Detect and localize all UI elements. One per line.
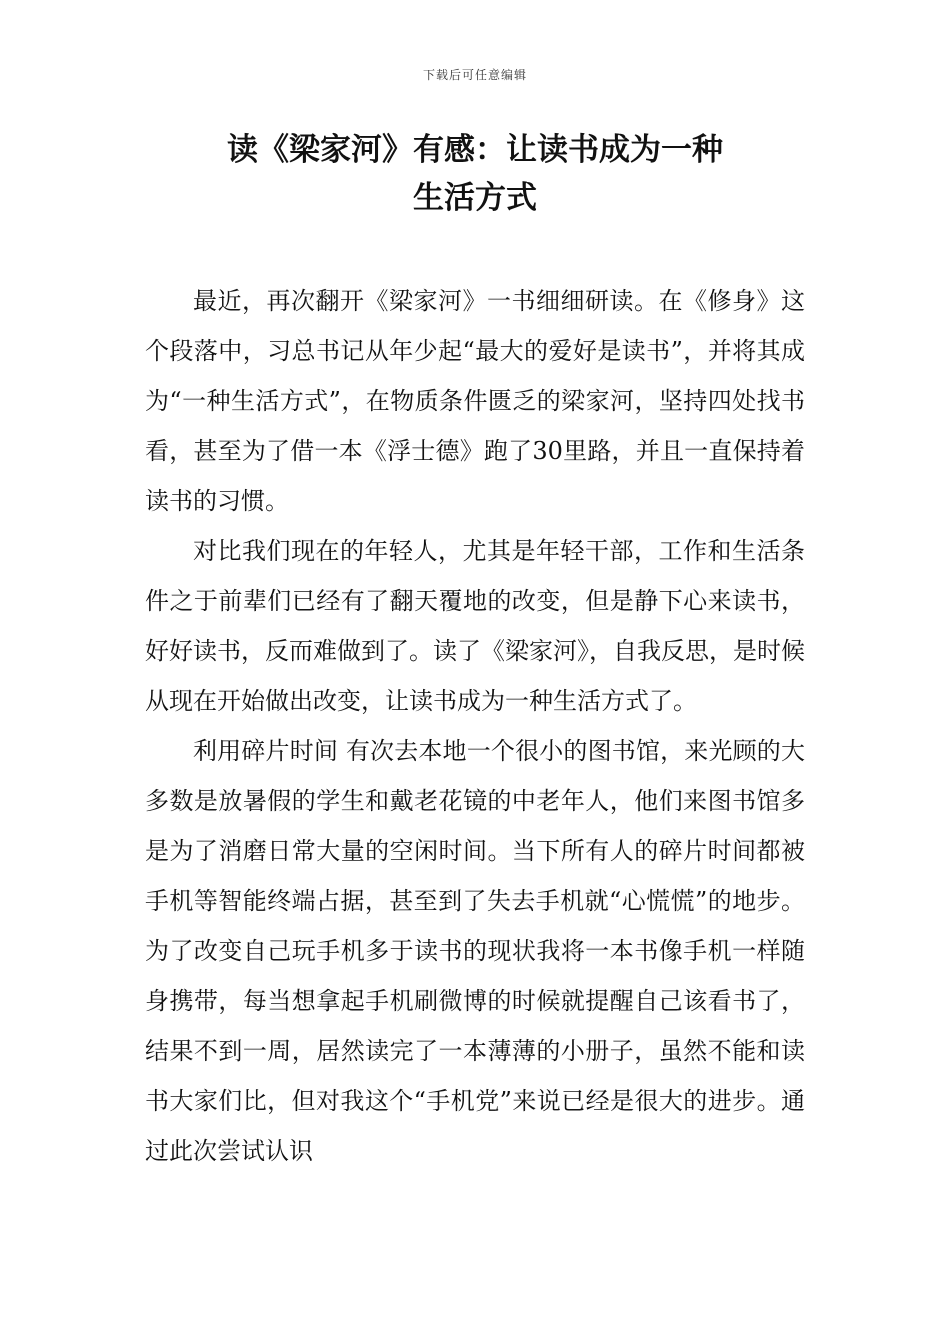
paragraph-3: 利用碎片时间 有次去本地一个很小的图书馆，来光顾的大多数是放暑假的学生和戴老花镜的中老年人，他们来图书馆多是为了消磨日常大量的空闲时间。当下所有人的碎片时间都被手机等智能终端占据，甚至到了失去手机就“心慌慌”的地步。为了改变自己玩手机多于读书的现状我将一本书像手机一样随身携带，每当想拿起手机刷微博的时候就提醒自己该看书了，结果不到一周，居然读完了一本薄薄的小册子，虽然不能和读书大家们比，但对我这个“手机党”来说已经是很大的进步。通过此次尝试认识 (145, 737, 805, 1165)
page-title (145, 126, 805, 222)
paragraph-1: 最近，再次翻开《梁家河》一书细细研读。在《修身》这个段落中，习总书记从年少起“最大的爱好是读书”，并将其成为“一种生活方式”，在物质条件匮乏的梁家河，坚持四处找书看，甚至为了借一本《浮士德》跑了30里路，并且一直保持着读书的习惯。 (145, 287, 805, 515)
header-note: 下载后可任意编辑 (422, 68, 527, 82)
paragraph-2: 对比我们现在的年轻人，尤其是年轻干部，工作和生活条件之于前辈们已经有了翻天覆地的改变，但是静下心来读书，好好读书，反而难做到了。读了《梁家河》，自我反思，是时候从现在开始做出改变，让读书成为一种生活方式了。 (145, 537, 805, 715)
title-line-2: 生活方式 (413, 180, 537, 216)
title-line-1: 读《梁家河》有感：让读书成为一种 (227, 132, 723, 168)
article-body (145, 276, 805, 1176)
